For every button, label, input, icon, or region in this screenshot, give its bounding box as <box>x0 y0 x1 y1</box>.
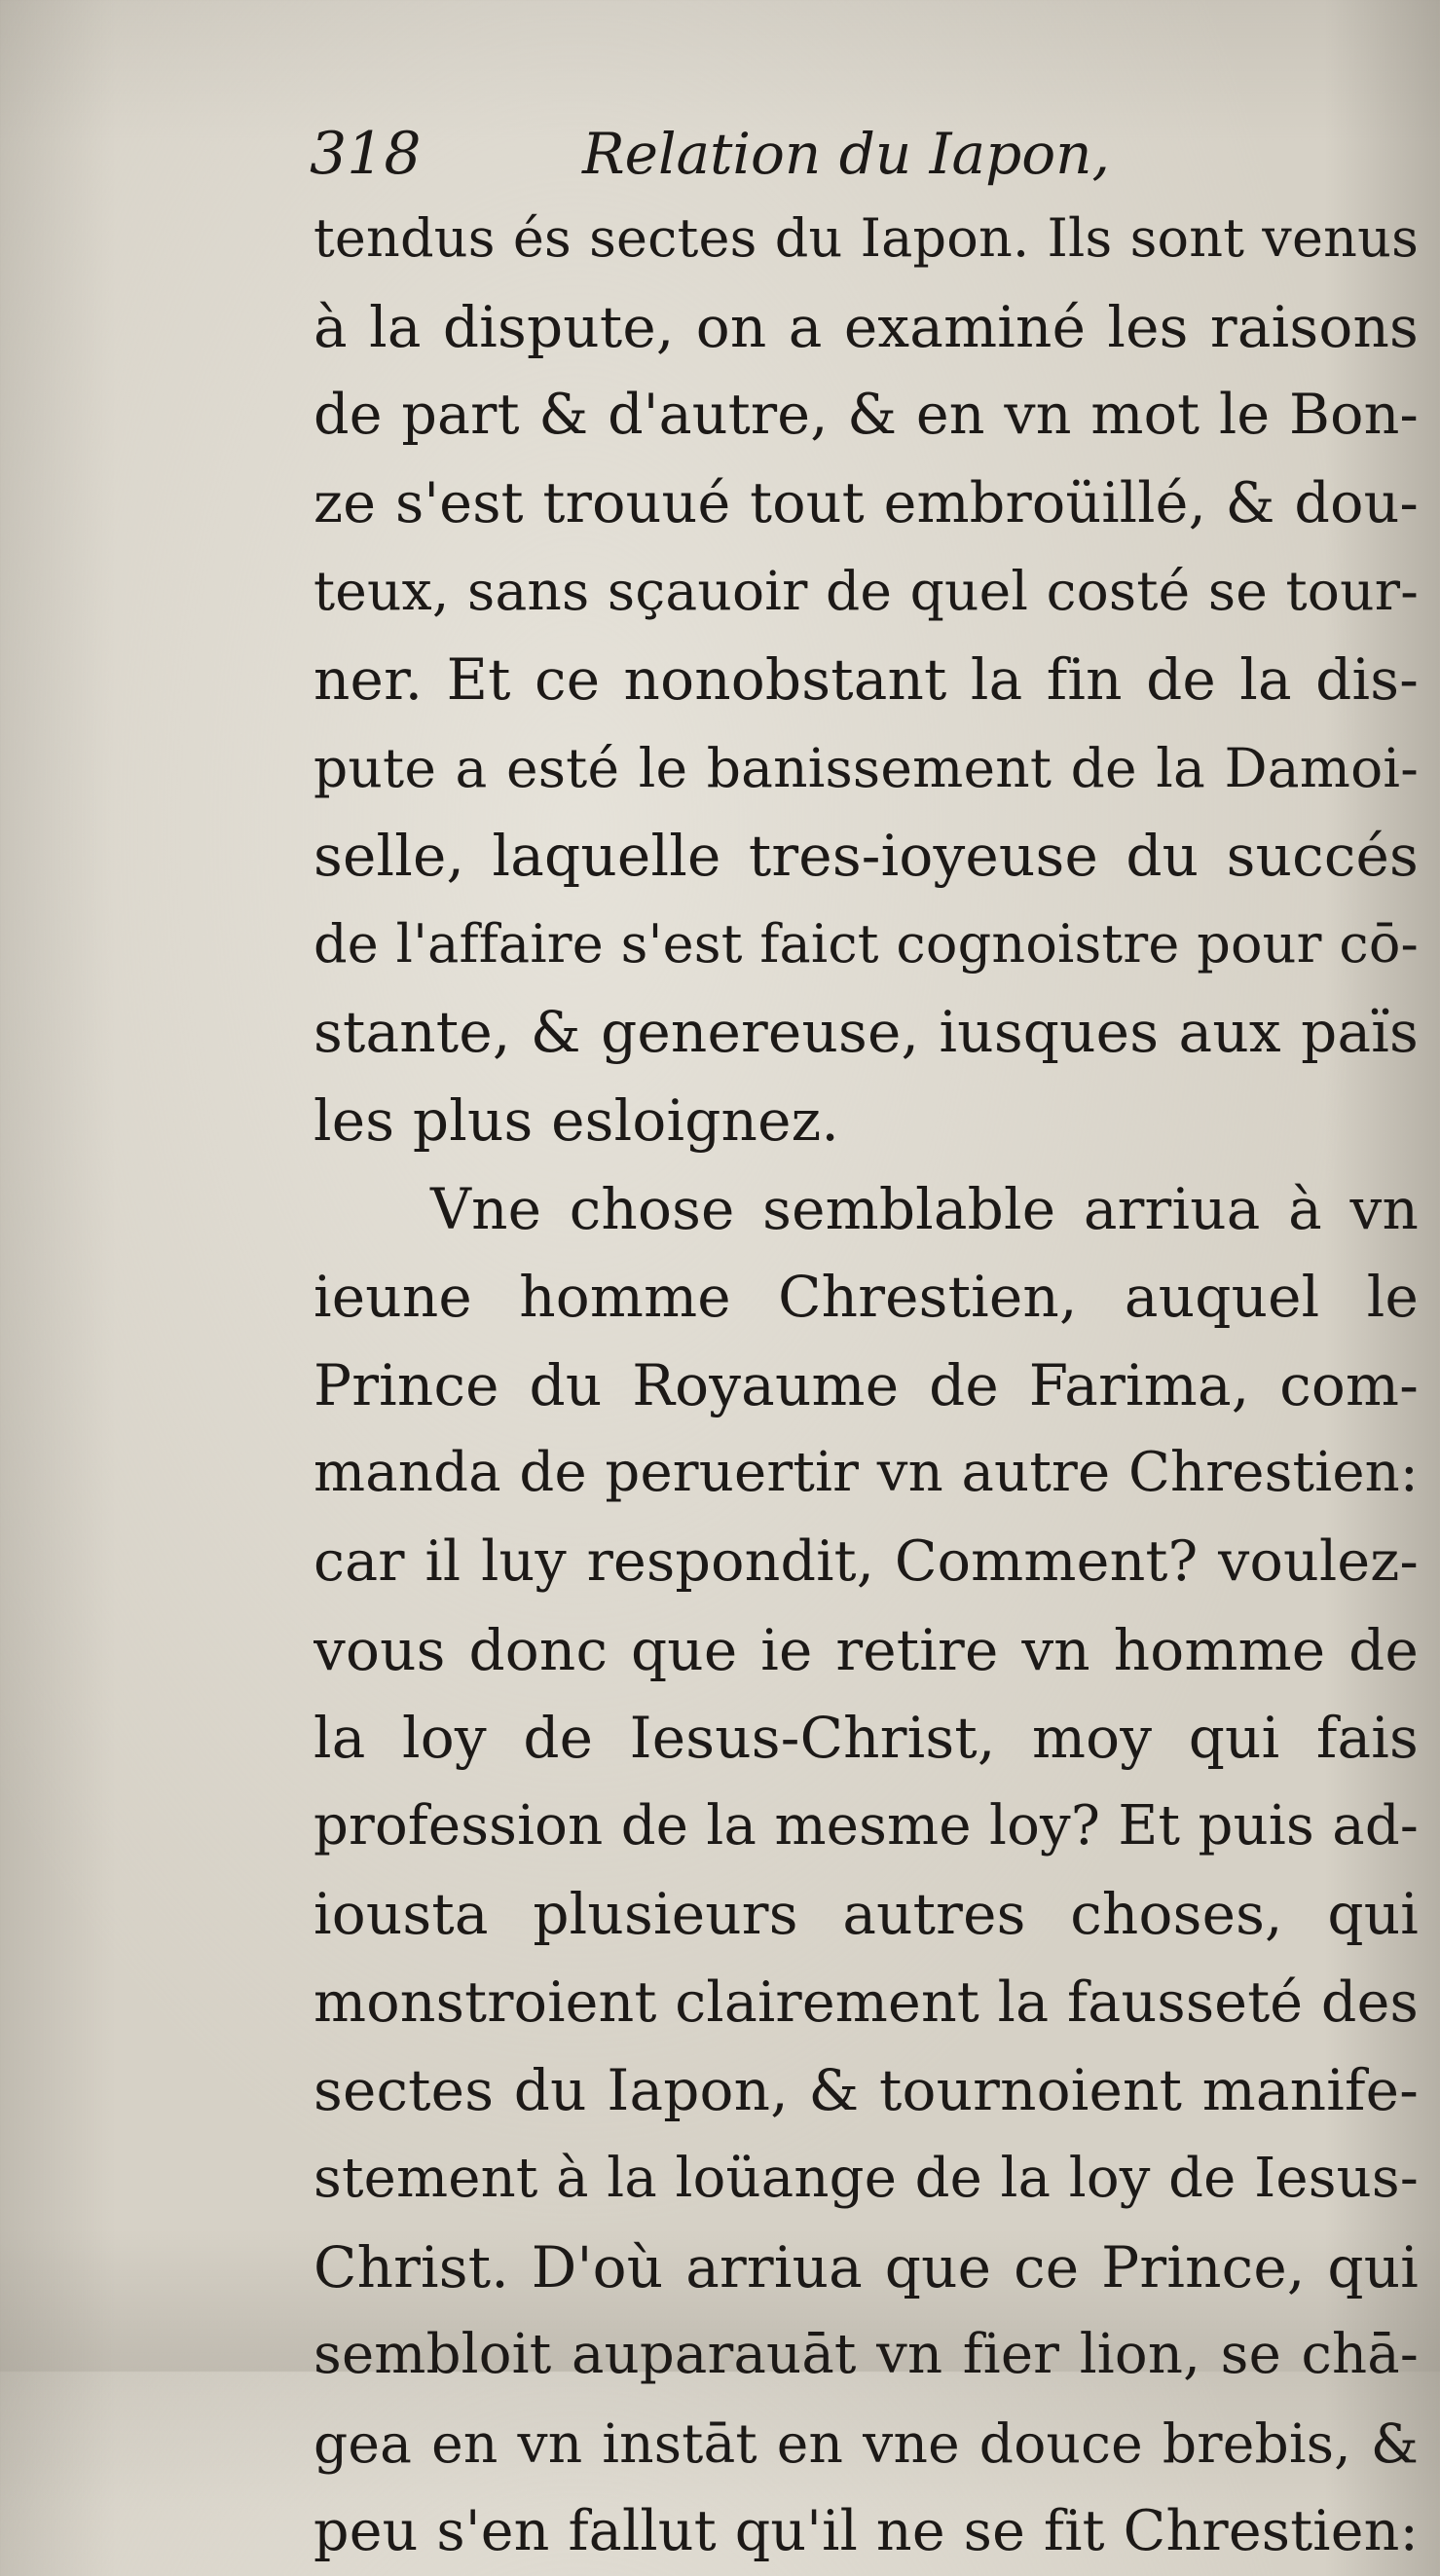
text-line: la loy de Iesus-Christ, moy qui fais <box>314 1705 1419 1772</box>
text-line: ieune homme Chrestien, auquel le <box>314 1264 1419 1331</box>
text-line: ze s'est trouué tout embroüillé, & dou- <box>314 470 1419 535</box>
text-line: selle, laquelle tres-ioyeuse du succés <box>314 823 1419 890</box>
text-line: teux, sans sçauoir de quel costé se tour- <box>314 560 1419 623</box>
text-line: vous donc que ie retire vn homme de <box>314 1616 1419 1683</box>
text-line: Christ. D'où arriua que ce Prince, qui <box>314 2233 1419 2300</box>
text-line: peu s'en fallut qu'il ne se fit Chrestien: <box>314 2499 1419 2564</box>
text-line: Prince du Royaume de Farima, com- <box>314 1351 1419 1418</box>
text-line: ner. Et ce nonobstant la fin de la dis- <box>314 645 1419 713</box>
text-line: pute a esté le banissement de la Damoi- <box>314 736 1419 799</box>
text-line: monstroient clairement la fausseté des <box>314 1969 1419 2035</box>
paragraph-start-line: Vne chose semblable arriua à vn <box>430 1175 1419 1242</box>
running-head <box>310 115 1381 193</box>
text-line: car il luy respondit, Comment? voulez- <box>314 1528 1419 1594</box>
text-line: iousta plusieurs autres choses, qui <box>314 1881 1419 1948</box>
running-title: Relation du Iapon, <box>582 121 1110 187</box>
text-line: de part & d'autre, & en vn mot le Bon- <box>314 383 1419 448</box>
text-line: stement à la loüange de la loy de Iesus- <box>314 2147 1419 2211</box>
body-text <box>314 195 1419 2576</box>
text-line: sembloit auparauāt vn fier lion, se chā- <box>314 2323 1419 2387</box>
text-line: de l'affaire s'est faict cognoistre pour cō- <box>314 912 1419 975</box>
text-line: tendus és sectes du Iapon. Ils sont venus <box>314 207 1419 269</box>
text-line: stante, & genereuse, iusques aux païs <box>314 999 1419 1066</box>
text-line: manda de peruertir vn autre Chrestien: <box>314 1441 1419 1505</box>
page-number: 318 <box>310 120 422 188</box>
text-line: à la dispute, on a examiné les raisons <box>314 293 1419 360</box>
text-line: gea en vn instāt en vne douce brebis, & <box>314 2411 1419 2475</box>
text-line: sectes du Iapon, & tournoient manife- <box>314 2057 1419 2124</box>
text-line: profession de la mesme loy? Et puis ad- <box>314 1793 1419 1858</box>
paragraph-end-line: les plus esloignez. <box>314 1086 840 1154</box>
